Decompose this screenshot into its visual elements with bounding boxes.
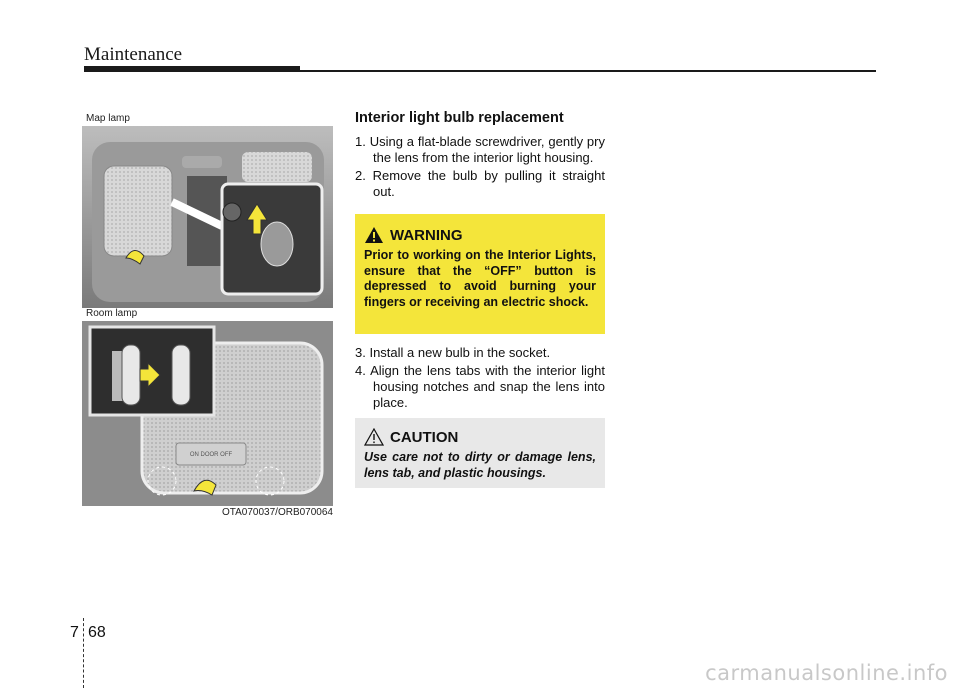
header-rule-thick — [84, 66, 300, 72]
figure-code: OTA070037/ORB070064 — [221, 507, 333, 518]
page-divider — [83, 618, 84, 688]
map-lamp-label: Map lamp — [86, 113, 130, 124]
lamp-switch-label: ON DOOR OFF — [189, 452, 233, 458]
step-list-a — [355, 134, 605, 200]
step-item: 4. Align the lens tabs with the interior light housing notches and snap the lens into place. — [355, 363, 605, 410]
warning-box — [355, 214, 605, 334]
warning-title: WARNING — [390, 226, 463, 244]
caution-text: Use care not to dirty or damage lens, lens tab, and plastic housings. — [364, 450, 596, 480]
watermark: carmanualsonline.info — [705, 661, 948, 685]
caution-title: CAUTION — [390, 428, 459, 446]
chapter-number: 7 — [70, 624, 79, 641]
section-heading: Interior light bulb replacement — [355, 110, 564, 126]
caution-icon — [364, 428, 384, 446]
room-lamp-photo — [82, 321, 333, 506]
step-item: 1. Using a flat-blade screwdriver, gently pry the lens from the interior light housing. — [355, 134, 605, 165]
room-lamp-label: Room lamp — [86, 308, 138, 319]
page-number: 68 — [88, 624, 106, 641]
header-rule-thin — [300, 70, 876, 72]
step-list-b — [355, 345, 605, 411]
step-item: 3. Install a new bulb in the socket. — [355, 345, 551, 360]
warning-icon — [364, 226, 384, 244]
caution-box — [355, 418, 605, 488]
map-lamp-photo — [82, 126, 333, 308]
instructions — [355, 110, 605, 202]
section-title: Maintenance — [84, 44, 183, 65]
step-item: 2. Remove the bulb by pulling it straight out. — [355, 168, 605, 199]
warning-text: Prior to working on the Interior Lights, ensure that the “OFF” button is depressed to avoid burning your fingers or receiving an electric shock. — [364, 248, 596, 309]
instructions-continued — [355, 345, 605, 413]
